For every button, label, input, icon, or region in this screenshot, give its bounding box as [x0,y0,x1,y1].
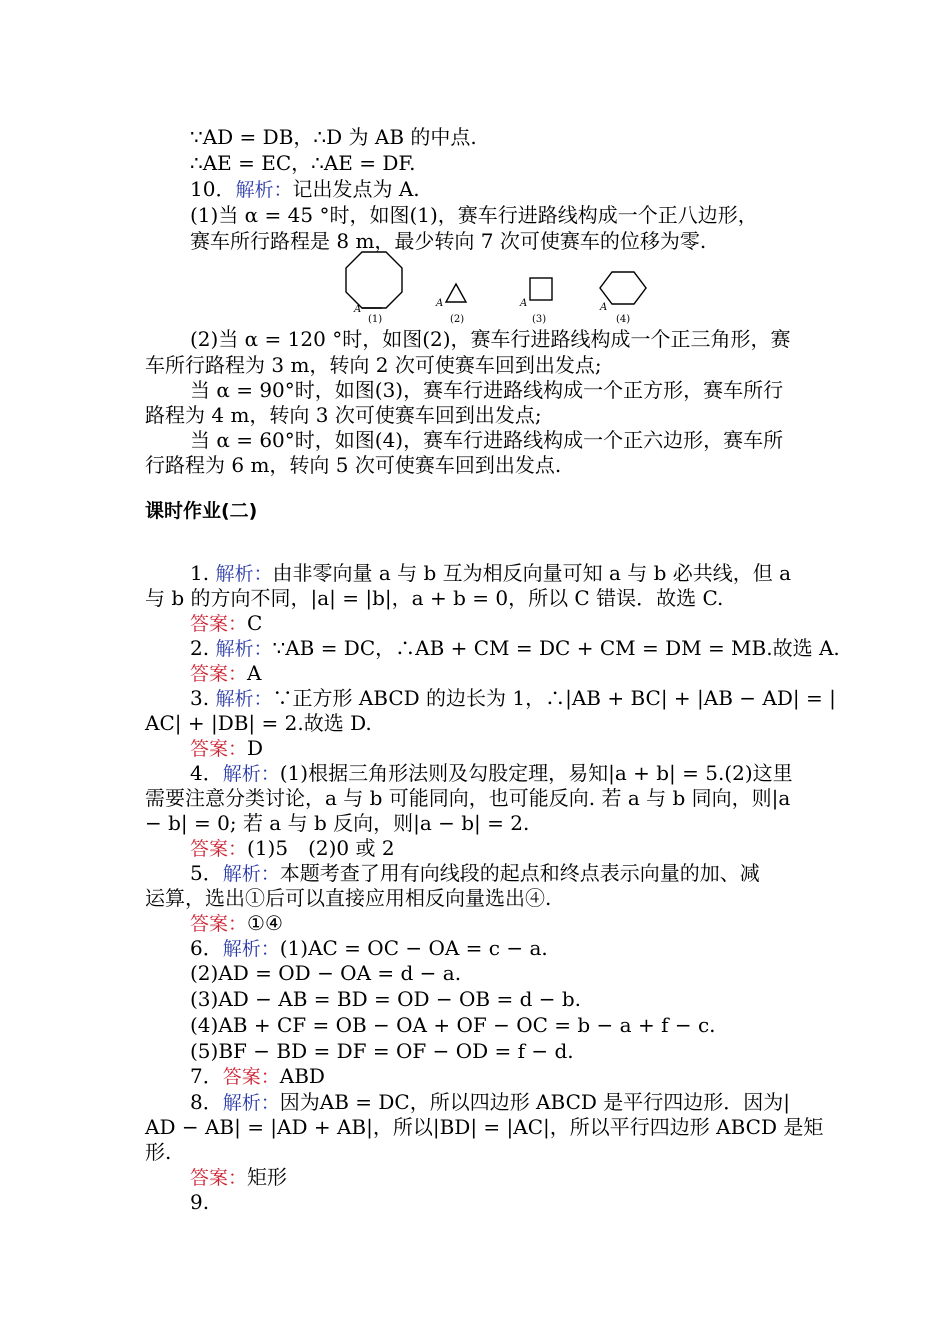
item-line: 9. [190,1190,210,1214]
point-label: A [354,304,362,315]
item-line: 2. 解析：∵AB = DC，∴AB + CM = DC + CM = DM = MB.故选 A. [190,636,840,660]
answer-label: 答案： [190,913,248,935]
item-line: (4)AB + CF = OB − OA + OF − OC = b − a + f − c. [190,1013,716,1037]
item-line: (3)AD − AB = BD = OD − OB = d − b. [190,987,582,1011]
answer-label: 答案： [190,613,248,635]
text-line: ∵AD = DB，∴D 为 AB 的中点. [190,125,477,149]
octagon-shape [346,252,402,308]
analysis-label: 解析： [215,563,273,585]
analysis-text: 记出发点为 A. [292,177,420,201]
item-line: − b| = 0; 若 a 与 b 反向，则|a − b| = 2. [145,811,530,835]
item-line: (5)BF − BD = DF = OF − OD = f − d. [190,1039,574,1063]
text-line: ∴AE = EC，∴AE = DF. [190,151,416,175]
item-line: 5．解析：本题考查了用有向线段的起点和终点表示向量的加、减 [190,861,760,885]
analysis-label: 解析： [222,1092,280,1114]
answer-line: 答案：C [190,611,263,635]
item-line: 4．解析：(1)根据三角形法则及勾股定理，易知|a + b| = 5.(2)这里 [190,761,793,785]
item-line: AD − AB| = |AD + AB|，所以|BD| = |AC|，所以平行四边形 ABCD 是矩 [145,1115,824,1139]
figure-label-2: (2) [450,314,465,325]
point-label: A [600,302,608,313]
answer-line: 答案：D [190,736,264,760]
answer-label: 答案： [190,1167,248,1189]
answer-line: 答案：(1)5 (2)0 或 2 [190,836,395,860]
analysis-label: 解析： [222,938,280,960]
answer-line: 答案：矩形 [190,1165,288,1189]
answer-label: 答案： [190,663,248,685]
item-line: 形. [145,1140,172,1164]
item-number: 10． [190,177,236,201]
item-line: (2)AD = OD − OA = d − a. [190,961,462,985]
hexagon-shape [600,272,646,304]
analysis-label: 解析： [235,179,293,201]
analysis-label: 解析： [215,638,273,660]
item-line: 运算，选出①后可以直接应用相反向量选出④. [145,886,552,910]
answer-line: 答案：A [190,661,262,685]
analysis-label: 解析： [222,863,280,885]
item-line: 7．答案：ABD [190,1064,325,1088]
answer-line: 答案：①④ [190,911,283,935]
item-line: 6．解析：(1)AC = OC − OA = c − a. [190,936,548,960]
section-heading: 课时作业(二) [145,500,258,522]
text-line: (1)当 α = 45 °时，如图(1)，赛车行进路线构成一个正八边形， [190,203,758,227]
text-line: (2)当 α = 120 °时，如图(2)，赛车行进路线构成一个正三角形，赛 [190,327,791,351]
text-line [190,176,810,203]
item-line: 3. 解析：∵正方形 ABCD 的边长为 1，∴|AB + BC| + |AB − AD| = | [190,686,836,710]
triangle-shape [446,284,466,302]
text-line: 路程为 4 m，转向 3 次可使赛车回到出发点; [145,403,542,427]
text-line: 车所行路程为 3 m，转向 2 次可使赛车回到出发点; [145,353,602,377]
text-line: 行路程为 6 m，转向 5 次可使赛车回到出发点. [145,453,562,477]
item-line: 1. 解析：由非零向量 a 与 b 互为相反向量可知 a 与 b 必共线，但 a [190,561,792,585]
figure-label-1: (1) [368,314,383,325]
figure-label-3: (3) [532,314,547,325]
answer-label: 答案： [222,1066,280,1088]
item-line: 需要注意分类讨论，a 与 b 可能同向，也可能反向. 若 a 与 b 同向，则|a [145,786,791,810]
answer-label: 答案： [190,738,248,760]
analysis-label: 解析： [215,688,273,710]
item-line: 与 b 的方向不同，|a| = |b|，a + b = 0，所以 C 错误．故选 C. [145,586,724,610]
figures-svg [340,248,660,328]
item-line: 8．解析：因为AB = DC，所以四边形 ABCD 是平行四边形．因为| [190,1090,791,1114]
text-line: 当 α = 90°时，如图(3)，赛车行进路线构成一个正方形，赛车所行 [190,378,784,402]
point-label: A [436,298,444,309]
route-figures [340,248,660,328]
item-line: AC| + |DB| = 2.故选 D. [145,711,372,735]
text-line: 赛车所行路程是 8 m，最少转向 7 次可使赛车的位移为零. [190,229,707,253]
text-line: 当 α = 60°时，如图(4)，赛车行进路线构成一个正六边形，赛车所 [190,428,784,452]
point-label: A [520,298,528,309]
answer-label: 答案： [190,838,248,860]
analysis-label: 解析： [222,763,280,785]
square-shape [530,278,552,300]
figure-label-4: (4) [616,314,631,325]
